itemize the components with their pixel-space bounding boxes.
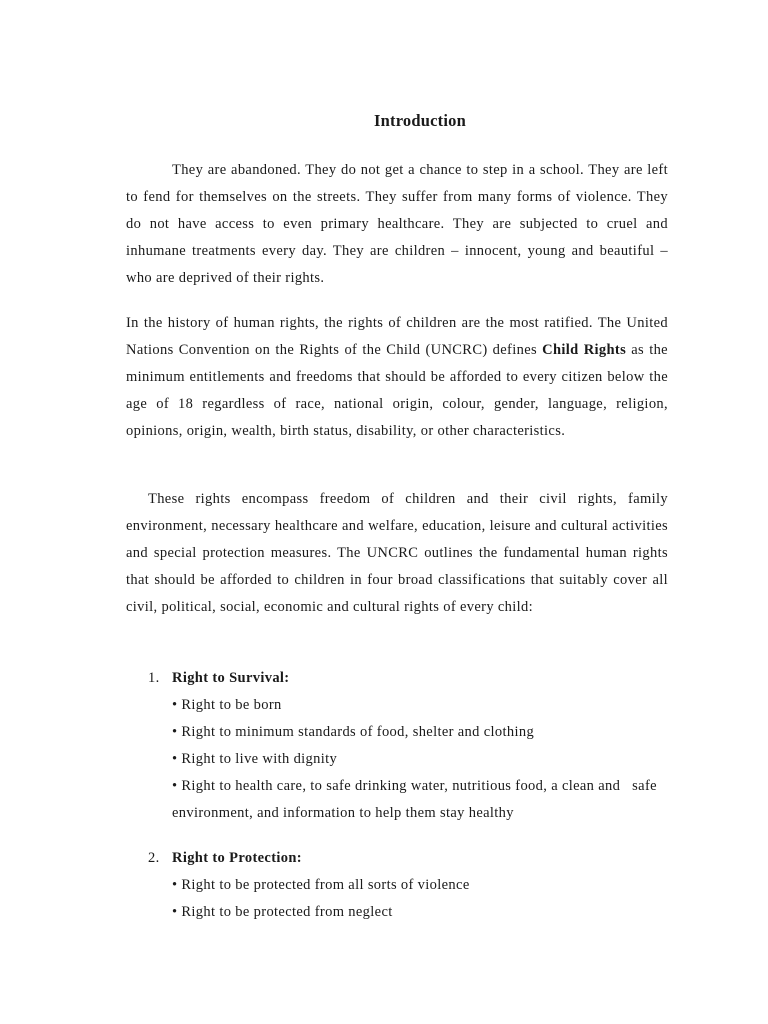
list-items [172, 692, 668, 827]
list-section-survival [148, 665, 668, 827]
list-number: 1. [148, 670, 160, 686]
list-item: • Right to live with dignity [172, 751, 338, 767]
list-number: 2. [148, 850, 160, 866]
list-item: • Right to be protected from neglect [172, 904, 393, 920]
list-item: • Right to be protected from all sorts of violence [172, 877, 470, 893]
list-heading-line [148, 845, 668, 872]
list-heading: Right to Survival: [172, 670, 290, 686]
list-item: • Right to health care, to safe drinking water, nutritious food, a clean and safe environment, and information to help them stay healthy [172, 778, 661, 821]
list-section-protection [148, 845, 668, 926]
paragraph-intro: They are abandoned. They do not get a chance to step in a school. They are left to fend for themselves on the streets. They suffer from many forms of violence. They do not have access to even primary healthcare. They are subjected to cruel and inhumane treatments every day. They are children – innocent, young and beautiful – who are deprived of their rights. [126, 162, 668, 286]
list-heading: Right to Protection: [172, 850, 302, 866]
list-item: • Right to be born [172, 697, 282, 713]
list-items [172, 872, 668, 926]
paragraph-uncrc-text-after: as the minimum entitlements and freedoms that should be afforded to every citizen below the age of 18 regardless of race, national origin, colour, gender, language, religion, opinions, origin, wealth, birth status, disability, or other characteristics. [126, 342, 668, 439]
page-title: Introduction [374, 111, 466, 130]
child-rights-term: Child Rights [542, 342, 627, 358]
paragraph-classifications: These rights encompass freedom of children and their civil rights, family environment, necessary healthcare and welfare, education, leisure and cultural activities and special protection measures. The UNCRC outlines the fundamental human rights that should be afforded to children in four broad classifications that suitably cover all civil, political, social, economic and cultural rights of every child: [126, 491, 668, 615]
list-item: • Right to minimum standards of food, shelter and clothing [172, 724, 535, 740]
paragraph-uncrc-text-before: In the history of human rights, the rights of children are the most ratified. The United Nations Convention on the Rights of the Child (UNCRC) defines [126, 315, 668, 358]
list-heading-line [148, 665, 668, 692]
paragraph-uncrc [126, 310, 668, 445]
